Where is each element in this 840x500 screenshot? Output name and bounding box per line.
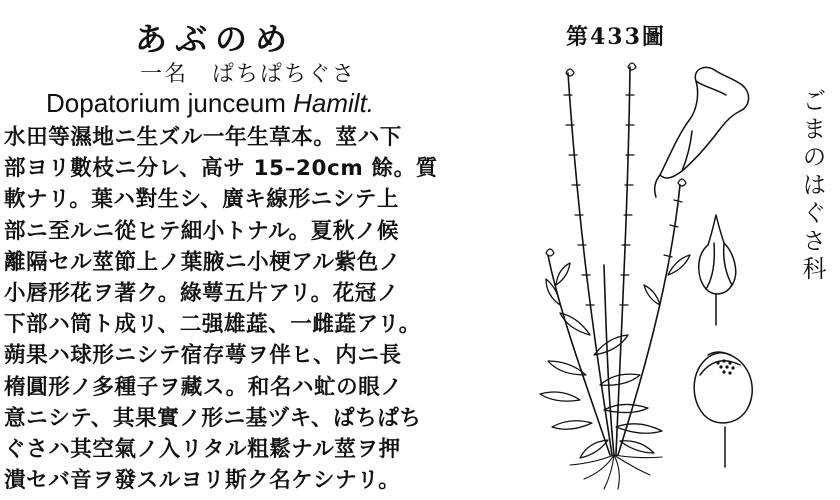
description-line: 潰セバ音ヲ發スルヨリ斯ク名ケシナリ。 — [4, 468, 401, 494]
description-line: 水田等濕地ニ生ズル一年生草本。莖ハ下 — [4, 125, 402, 150]
description-line: ぐさハ其空氣ノ入リタル粗鬆ナル莖ヲ押 — [4, 436, 401, 462]
flower-detail — [655, 67, 749, 197]
plant-roots — [570, 455, 662, 489]
description-line: 部ニ至ルニ從ヒテ細小トナル。夏秋ノ候 — [4, 218, 400, 244]
entry-title: あぶのめ — [134, 20, 295, 58]
entry-description — [4, 122, 504, 496]
bud-detail — [699, 215, 736, 325]
plant-leaves — [540, 255, 690, 458]
description-line: 軟ナリ。葉ハ對生シ、廣キ線形ニシテ上 — [4, 187, 400, 213]
fruit-capsule-detail — [694, 352, 752, 467]
description-line: 部ヨリ數枝ニ分レ、高サ 15–20cm 餘。質 — [4, 156, 438, 182]
description-line: 下部ハ筒ト成リ、二强雄蕋、一雌蕋アリ。 — [4, 312, 421, 338]
plant-family: ごまのはぐさ科 — [798, 88, 826, 284]
description-line: 意ニシテ、其果實ノ形ニ基ヅキ、ぱちぱち — [4, 405, 422, 431]
description-line: 蒴果ハ球形ニシテ宿存萼ヲ伴ヒ、内ニ長 — [4, 343, 402, 369]
plant-illustration — [520, 55, 780, 495]
latin-author: Hamilt. — [293, 88, 375, 118]
plant-stem — [604, 265, 614, 455]
description-line: 離隔セル莖節上ノ葉腋ニ小梗アル紫色ノ — [4, 249, 401, 275]
entry-alias: 一名 ぱちぱちぐさ — [140, 62, 357, 87]
description-line: 楕圓形ノ多種子ヲ藏ス。和名ハ虻の眼ノ — [4, 374, 403, 400]
description-line: 小唇形花ヲ著ク。綠萼五片アリ。花冠ノ — [4, 280, 400, 306]
latin-name — [46, 88, 466, 119]
latin-binomial: Dopatorium junceum — [46, 88, 286, 118]
plate-number: 第433圖 — [566, 24, 666, 50]
